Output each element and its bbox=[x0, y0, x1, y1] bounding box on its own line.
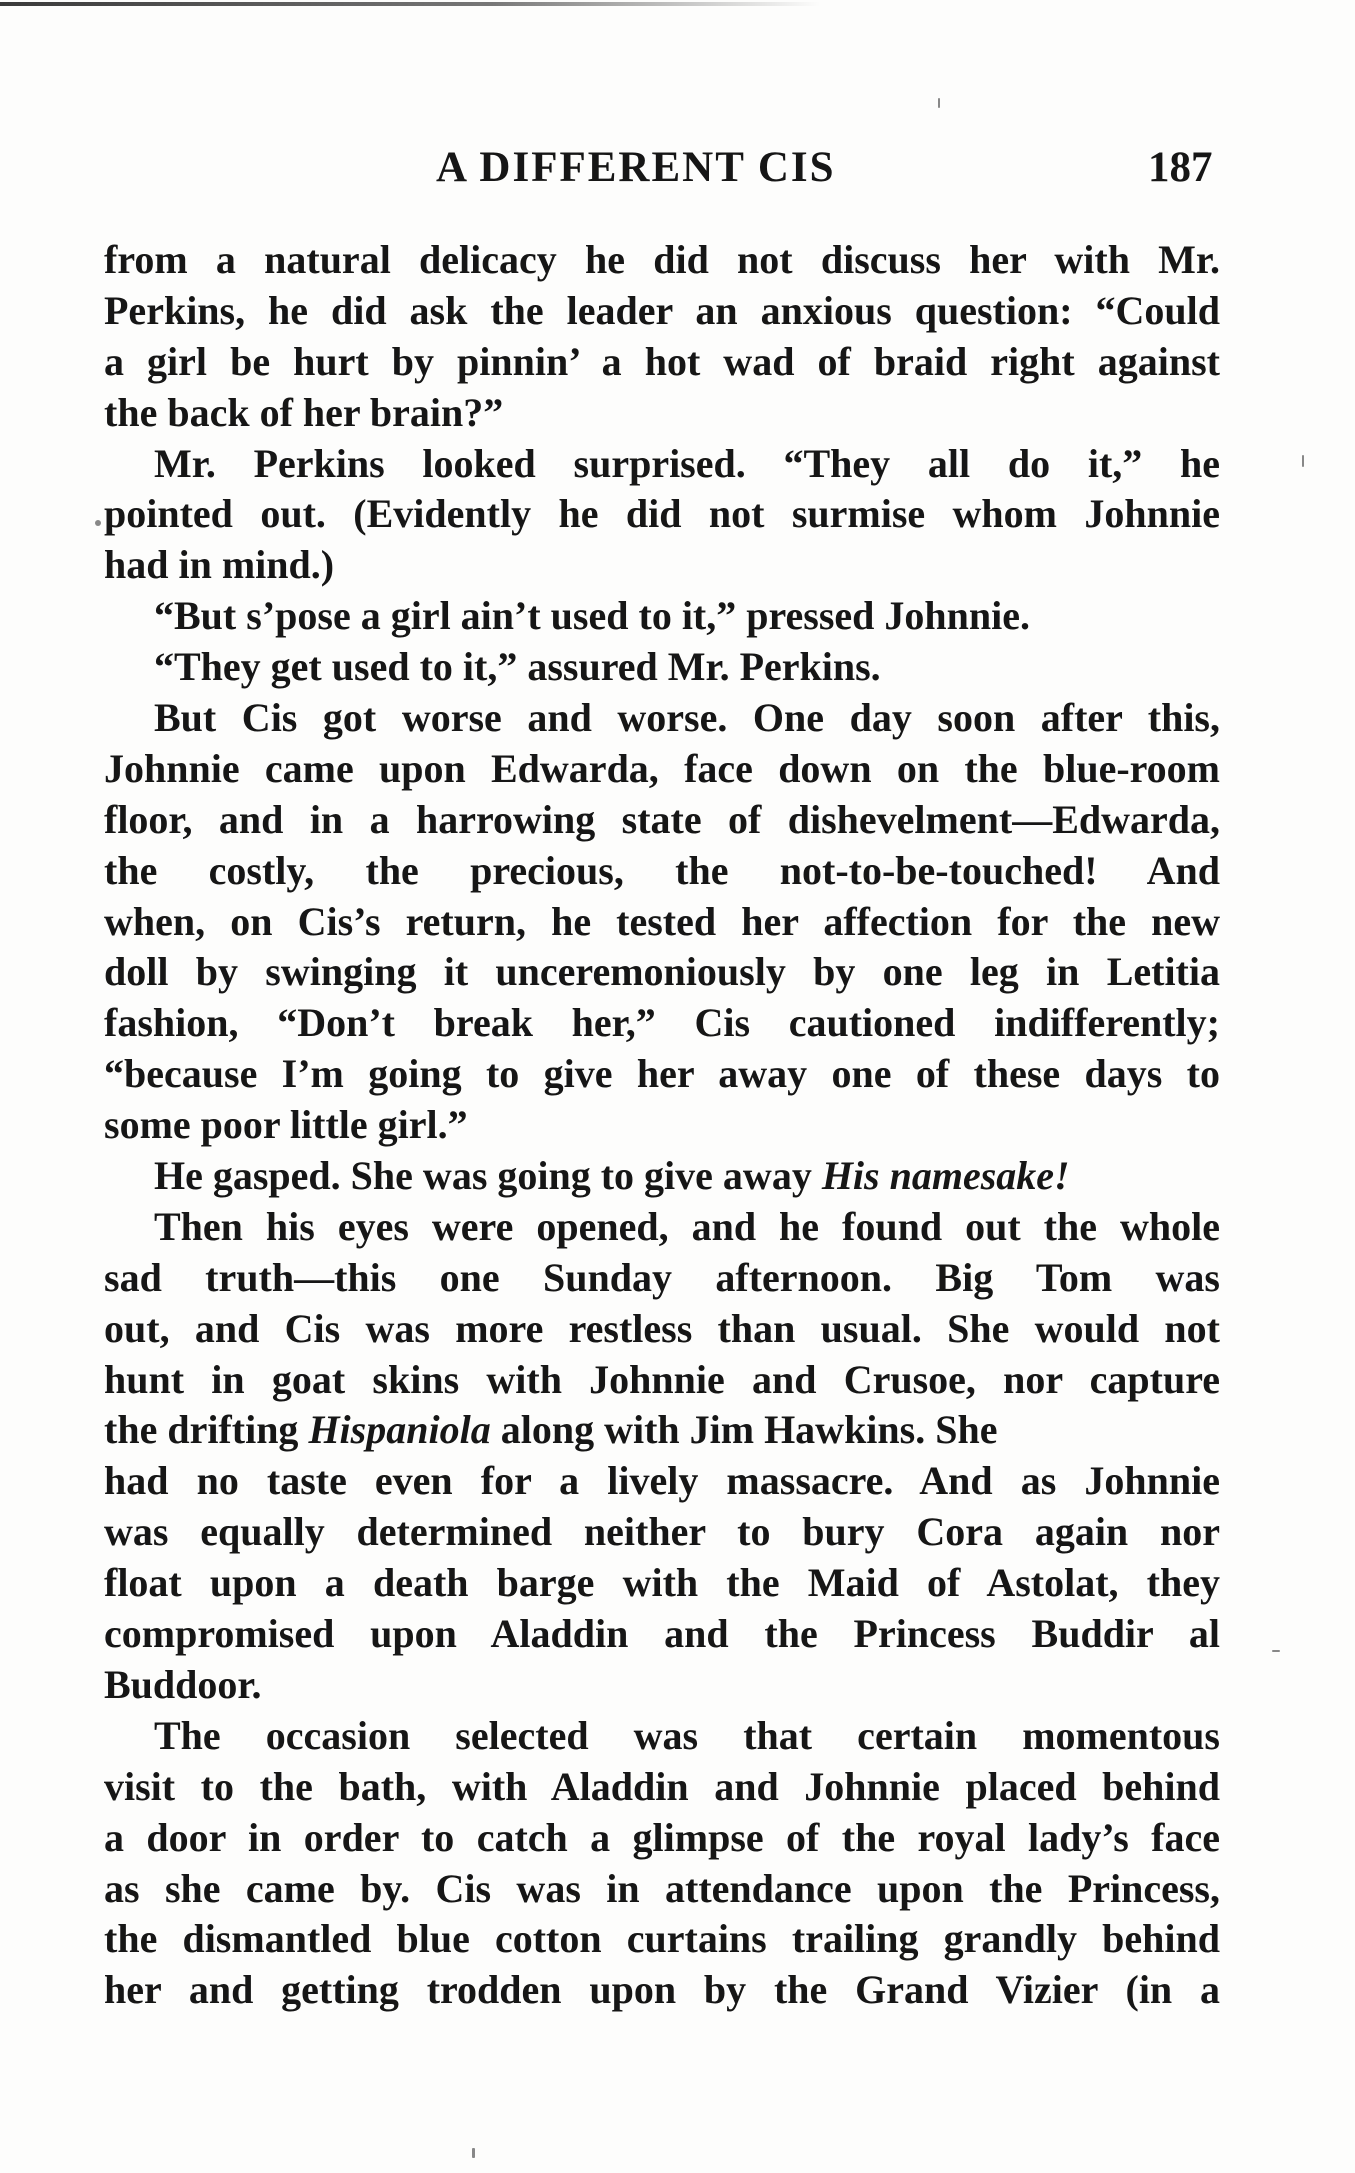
text-segment: along with Jim Hawkins. She bbox=[490, 1407, 998, 1453]
text-line: “They get used to it,” assured Mr. Perkins. bbox=[154, 644, 881, 690]
text-line: out, and Cis was more restless than usual. She would not bbox=[104, 1305, 1220, 1351]
text-line: The occasion selected was that certain momentous bbox=[154, 1712, 1220, 1758]
text-line: “because I’m going to give her away one of these days to bbox=[104, 1051, 1220, 1097]
text-line: the back of her brain?” bbox=[104, 389, 504, 435]
text-line: the costly, the precious, the not-to-be-touched! And bbox=[104, 847, 1220, 893]
text-line: visit to the bath, with Aladdin and Johnnie placed behind bbox=[104, 1763, 1220, 1809]
text-line bbox=[104, 1151, 1220, 1202]
body-text bbox=[104, 235, 1220, 2016]
text-line: Mr. Perkins looked surprised. “They all do it,” he bbox=[154, 440, 1220, 486]
page-number: 187 bbox=[1148, 144, 1213, 191]
running-title: A DIFFERENT CIS bbox=[436, 144, 836, 191]
text-line: the dismantled blue cotton curtains trailing grandly behind bbox=[104, 1916, 1220, 1962]
text-line: “But s’pose a girl ain’t used to it,” pressed Johnnie. bbox=[154, 593, 1031, 639]
scan-speck bbox=[1302, 455, 1304, 467]
text-line: compromised upon Aladdin and the Princess Buddir al bbox=[104, 1611, 1220, 1657]
text-line: Buddoor. bbox=[104, 1661, 262, 1707]
text-line: Johnnie came upon Edwarda, face down on the blue-room bbox=[104, 745, 1220, 791]
text-line bbox=[104, 1405, 1220, 1456]
scan-speck bbox=[1272, 1650, 1280, 1652]
scan-speck bbox=[472, 2148, 475, 2158]
scan-speck bbox=[95, 520, 101, 526]
text-line: a door in order to catch a glimpse of the royal lady’s face bbox=[104, 1814, 1220, 1860]
text-line: from a natural delicacy he did not discuss her with Mr. bbox=[104, 237, 1220, 282]
text-line: when, on Cis’s return, he tested her affection for the new bbox=[104, 898, 1220, 944]
italic-text: Hispaniola bbox=[308, 1407, 491, 1453]
scan-speck bbox=[938, 98, 940, 108]
text-line: her and getting trodden upon by the Grand Vizier (in a bbox=[104, 1967, 1220, 2013]
text-line: sad truth—this one Sunday afternoon. Big Tom was bbox=[104, 1254, 1220, 1300]
text-line: float upon a death barge with the Maid of Astolat, they bbox=[104, 1560, 1220, 1606]
text-line: pointed out. (Evidently he did not surmise whom Johnnie bbox=[104, 491, 1220, 537]
page-header bbox=[0, 143, 1355, 203]
text-line: some poor little girl.” bbox=[104, 1102, 468, 1148]
text-line: had no taste even for a lively massacre. And as Johnnie bbox=[104, 1458, 1220, 1504]
text-line: a girl be hurt by pinnin’ a hot wad of braid right against bbox=[104, 338, 1220, 384]
scan-edge-rule bbox=[0, 2, 820, 6]
text-line: as she came by. Cis was in attendance upon the Princess, bbox=[104, 1865, 1220, 1911]
italic-text: His namesake! bbox=[821, 1153, 1070, 1199]
text-line: floor, and in a harrowing state of dishevelment—Edwarda, bbox=[104, 796, 1220, 842]
text-line: Perkins, he did ask the leader an anxious question: “Could bbox=[104, 287, 1220, 333]
text-line: doll by swinging it unceremoniously by one leg in Letitia bbox=[104, 949, 1220, 995]
text-line: hunt in goat skins with Johnnie and Crusoe, nor capture bbox=[104, 1356, 1220, 1402]
text-line: was equally determined neither to bury Cora again nor bbox=[104, 1509, 1220, 1555]
text-line: had in mind.) bbox=[104, 542, 335, 588]
text-segment: He gasped. She was going to give away bbox=[154, 1153, 822, 1199]
text-segment: the drifting bbox=[104, 1407, 309, 1453]
text-line: fashion, “Don’t break her,” Cis cautioned indifferently; bbox=[104, 1000, 1220, 1046]
text-line: Then his eyes were opened, and he found out the whole bbox=[154, 1203, 1220, 1249]
text-line: But Cis got worse and worse. One day soon after this, bbox=[154, 695, 1220, 741]
